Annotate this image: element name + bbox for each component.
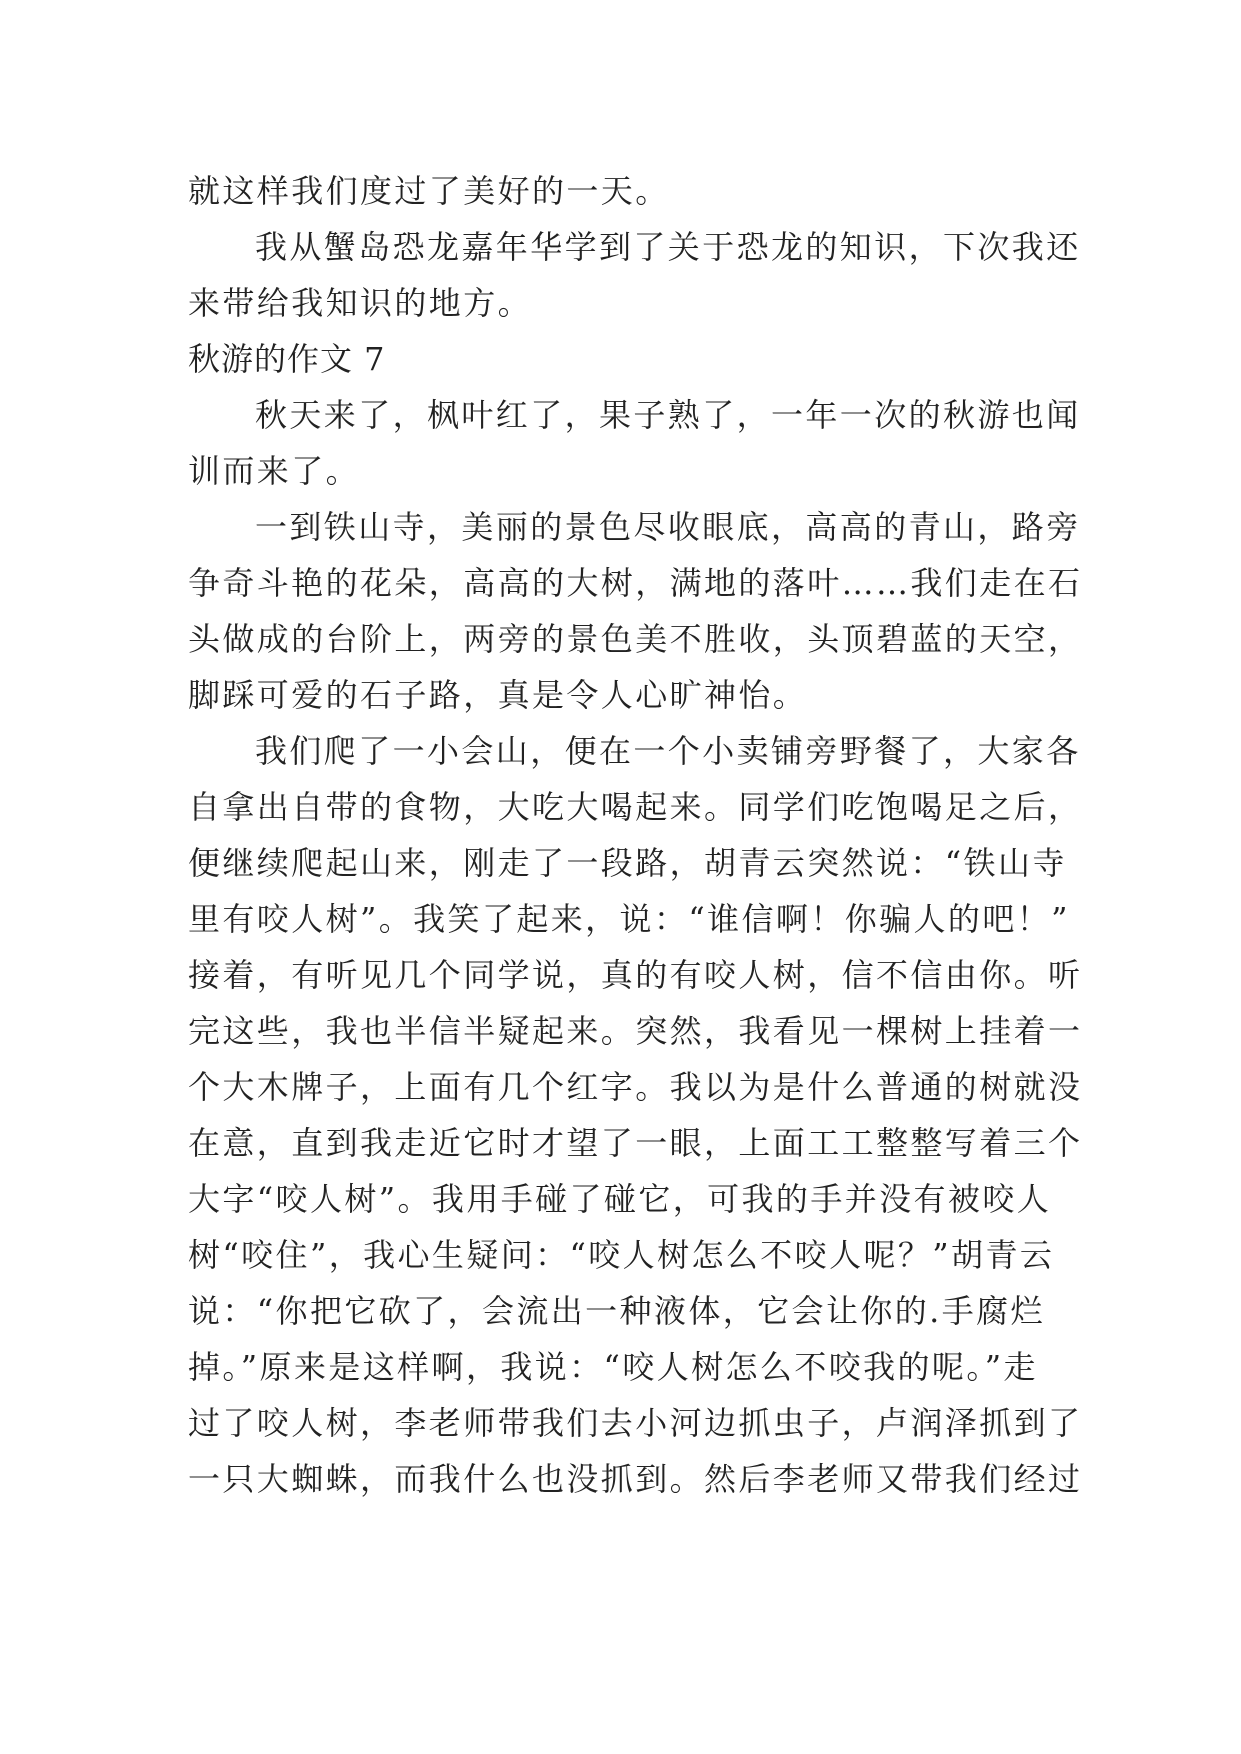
paragraph-line: 秋天来了，枫叶红了，果子熟了，一年一次的秋游也闻 — [255, 396, 1081, 434]
paragraph-line: 自拿出自带的食物，大吃大喝起来。同学们吃饱喝足之后， — [188, 788, 1083, 826]
paragraph-line: 我们爬了一小会山，便在一个小卖铺旁野餐了，大家各 — [255, 732, 1081, 770]
paragraph-line: 来带给我知识的地方。 — [188, 284, 533, 322]
paragraph-line: 大字“咬人树”。我用手碰了碰它，可我的手并没有被咬人 — [188, 1180, 1052, 1218]
paragraph-line: 接着，有听见几个同学说，真的有咬人树，信不信由你。听 — [188, 956, 1083, 994]
paragraph-line: 里有咬人树”。我笑了起来，说：“谁信啊！你骗人的吧！” — [188, 900, 1070, 938]
paragraph-line: 树“咬住”，我心生疑问：“咬人树怎么不咬人呢？”胡青云 — [188, 1236, 1055, 1274]
paragraph-line: 说：“你把它砍了，会流出一种液体，它会让你的.手腐烂 — [188, 1292, 1045, 1330]
paragraph-line: 就这样我们度过了美好的一天。 — [188, 172, 670, 210]
paragraph-line: 掉。”原来是这样啊，我说：“咬人树怎么不咬我的呢。”走 — [188, 1348, 1038, 1386]
paragraph-line: 便继续爬起山来，刚走了一段路，胡青云突然说：“铁山寺 — [188, 844, 1067, 882]
document-body — [188, 163, 1083, 1507]
paragraph-line: 完这些，我也半信半疑起来。突然，我看见一棵树上挂着一 — [188, 1012, 1083, 1050]
paragraph-line: 训而来了。 — [188, 452, 361, 490]
paragraph-line: 在意，直到我走近它时才望了一眼，上面工工整整写着三个 — [188, 1124, 1083, 1162]
section-heading: 秋游的作文 7 — [188, 340, 386, 378]
paragraph-line: 头做成的台阶上，两旁的景色美不胜收，头顶碧蓝的天空， — [188, 620, 1083, 658]
paragraph-line: 争奇斗艳的花朵，高高的大树，满地的落叶……我们走在石 — [188, 564, 1083, 602]
paragraph-line: 个大木牌子，上面有几个红字。我以为是什么普通的树就没 — [188, 1068, 1083, 1106]
paragraph-line: 我从蟹岛恐龙嘉年华学到了关于恐龙的知识，下次我还 — [255, 228, 1081, 266]
paragraph-line: 一到铁山寺，美丽的景色尽收眼底，高高的青山，路旁 — [255, 508, 1081, 546]
paragraph-line: 过了咬人树，李老师带我们去小河边抓虫子，卢润泽抓到了 — [188, 1404, 1083, 1442]
paragraph-line: 一只大蜘蛛，而我什么也没抓到。然后李老师又带我们经过 — [188, 1460, 1083, 1498]
paragraph-line: 脚踩可爱的石子路，真是令人心旷神怡。 — [188, 676, 808, 714]
